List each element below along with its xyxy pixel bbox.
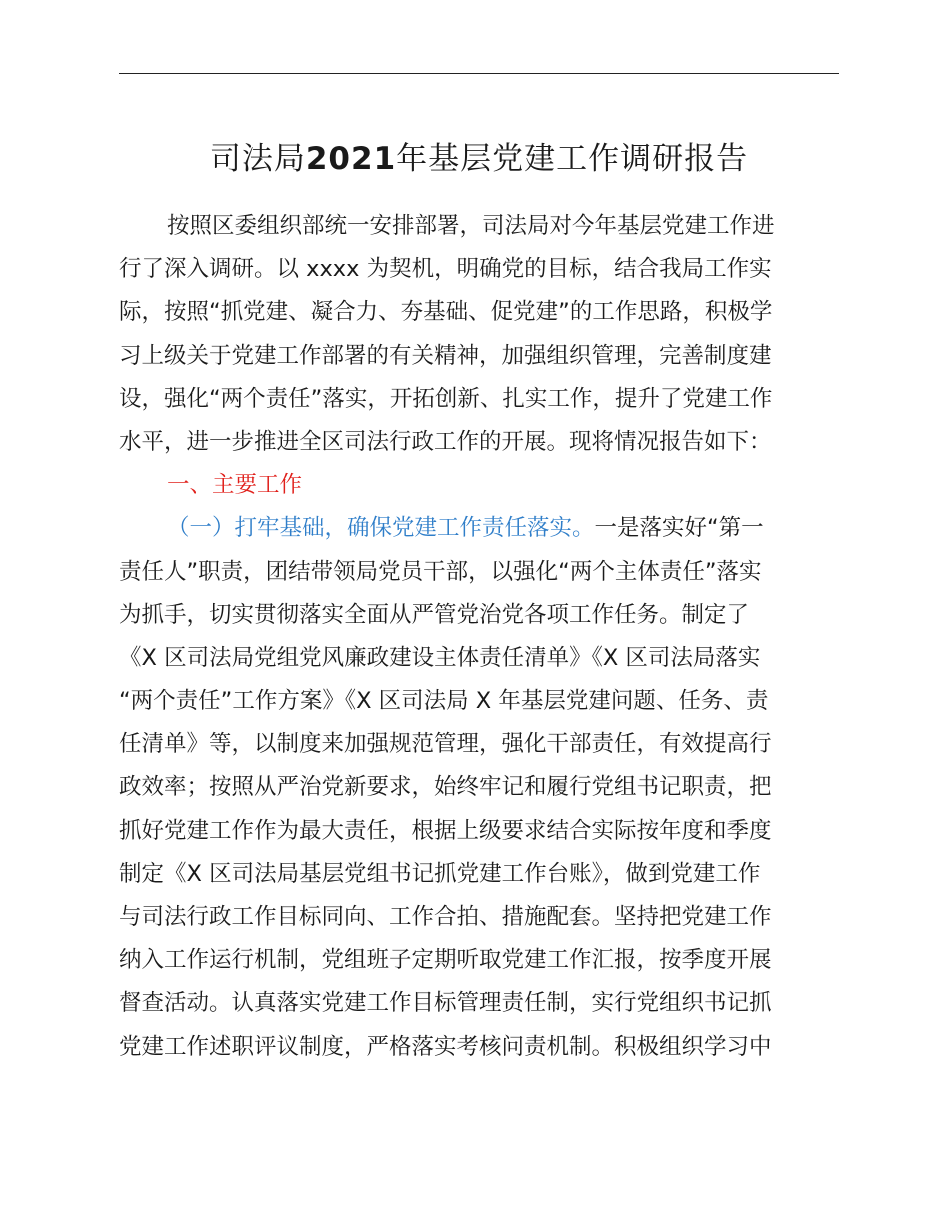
document-body <box>119 205 841 1069</box>
body-line: 为抓手，切实贯彻落实全面从严管党治党各项工作任务。制定了 <box>119 601 750 628</box>
title-suffix: 年基层党建工作调研报告 <box>396 141 749 177</box>
subsection-heading: （一）打牢基础，确保党建工作责任落实。 <box>167 515 595 542</box>
subsection-first-line <box>119 507 841 550</box>
body-line: 督查活动。认真落实党建工作目标管理责任制，实行党组织书记抓 <box>119 990 772 1017</box>
intro-line: 按照区委组织部统一安排部署，司法局对今年基层党建工作进 <box>167 213 775 239</box>
body-line: 与司法行政工作目标同向、工作合拍、措施配套。坚持把党建工作 <box>119 904 772 930</box>
body-line: 抓好党建工作作为最大责任，根据上级要求结合实际按年度和季度 <box>119 817 772 844</box>
intro-line: 际，按照“抓党建、凝合力、夯基础、促党建”的工作思路，积极学 <box>119 299 773 326</box>
intro-line: 行了深入调研。以 xxxx 为契机，明确党的目标，结合我局工作实 <box>119 256 772 283</box>
body-line: 政效率；按照从严治党新要求，始终牢记和履行党组书记职责，把 <box>119 774 772 801</box>
body-line: 制定《X 区司法局基层党组书记抓党建工作台账》，做到党建工作 <box>119 860 761 887</box>
body-line: 任清单》等，以制度来加强规范管理，强化干部责任，有效提高行 <box>119 731 772 758</box>
title-prefix: 司法局 <box>209 141 306 177</box>
body-line: 责任人”职责，团结带领局党员干部，以强化“两个主体责任”落实 <box>119 558 762 585</box>
subsection-first-line-text: 一是落实好“第一 <box>594 515 764 542</box>
intro-line: 设，强化“两个责任”落实，开拓创新、扎实工作，提升了党建工作 <box>119 385 773 412</box>
document-title <box>119 136 839 182</box>
intro-line: 水平，进一步推进全区司法行政工作的开展。现将情况报告如下： <box>119 428 772 455</box>
body-line: “两个责任”工作方案》《X 区司法局 X 年基层党建问题、任务、责 <box>119 688 769 715</box>
intro-line: 习上级关于党建工作部署的有关精神，加强组织管理，完善制度建 <box>119 342 772 369</box>
body-line: 《X 区司法局党组党风廉政建设主体责任清单》《X 区司法局落实 <box>119 644 761 671</box>
header-rule <box>119 73 839 74</box>
title-year: 2021 <box>305 141 397 177</box>
section-heading: 一、主要工作 <box>167 472 303 499</box>
body-line: 纳入工作运行机制，党组班子定期听取党建工作汇报，按季度开展 <box>119 947 772 974</box>
body-line: 党建工作述职评议制度，严格落实考核问责机制。积极组织学习中 <box>119 1033 772 1060</box>
